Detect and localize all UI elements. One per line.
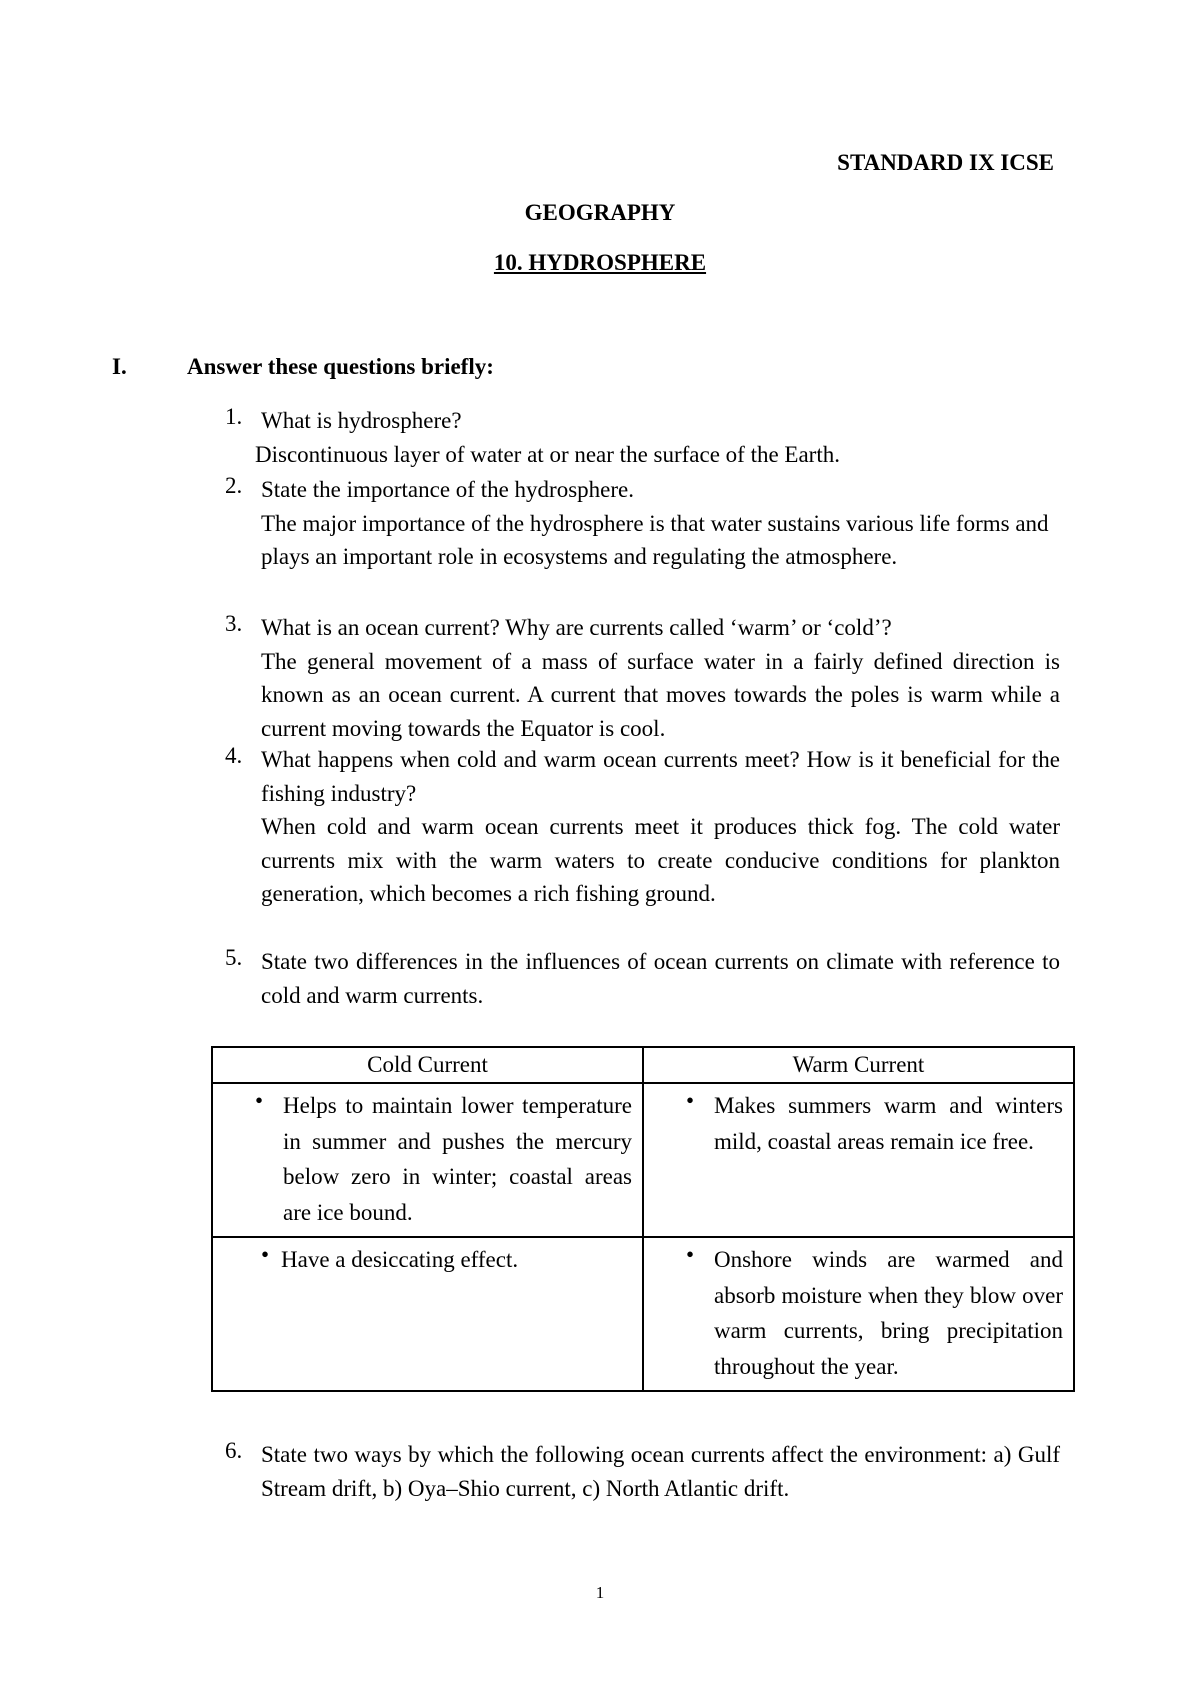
table-cell <box>212 1237 643 1391</box>
standard-label: STANDARD IX ICSE <box>837 150 1054 175</box>
answer-text: The major importance of the hydrosphere is that water sustains various life forms and plays an important role in ecosystems and regulating the atmosphere. <box>261 510 1049 569</box>
cell-text: Have a desiccating effect. <box>281 1247 519 1272</box>
bullet-icon: • <box>261 1242 270 1267</box>
table-cell <box>643 1237 1074 1391</box>
table-row <box>212 1237 1074 1391</box>
bullet-icon: • <box>686 1088 695 1113</box>
question-number: 1. <box>225 404 243 429</box>
table-header-row <box>212 1047 1074 1083</box>
question-6 <box>225 1438 1060 1505</box>
question-4 <box>225 743 1060 911</box>
question-3 <box>225 611 1060 745</box>
question-number: 4. <box>225 743 243 768</box>
chapter-title: 10. HYDROSPHERE <box>493 250 707 275</box>
question-number: 3. <box>225 611 243 636</box>
answer-text: The general movement of a mass of surface water in a fairly defined direction is known as an ocean current. A current that moves towards the poles is warm while a current moving towards the Equator is cool. <box>261 648 1060 741</box>
table-cell <box>212 1083 643 1237</box>
question-5 <box>225 945 1060 1012</box>
subject-title: GEOGRAPHY <box>524 200 676 225</box>
bullet-icon: • <box>255 1088 264 1113</box>
column-header-cold: Cold Current <box>212 1047 643 1083</box>
question-text: What happens when cold and warm ocean currents meet? How is it beneficial for the fishing industry? <box>261 747 1060 806</box>
page-number: 1 <box>595 1583 605 1602</box>
column-header-warm: Warm Current <box>643 1047 1074 1083</box>
question-text: What is an ocean current? Why are currents called ‘warm’ or ‘cold’? <box>261 615 892 640</box>
table-cell <box>643 1083 1074 1237</box>
question-text: State two differences in the influences of ocean currents on climate with reference to cold and warm currents. <box>261 949 1060 1008</box>
question-text: What is hydrosphere? <box>261 408 462 433</box>
answer-text: Discontinuous layer of water at or near the surface of the Earth. <box>255 441 840 467</box>
question-number: 6. <box>225 1438 243 1463</box>
currents-comparison-table <box>211 1046 1075 1392</box>
question-number: 2. <box>225 473 243 498</box>
section-title: Answer these questions briefly: <box>187 354 494 379</box>
section-number: I. <box>112 354 127 379</box>
cell-text: Onshore winds are warmed and absorb moisture when they blow over warm currents, bring precipitation throughout the year. <box>714 1247 1063 1379</box>
answer-text: When cold and warm ocean currents meet it produces thick fog. The cold water currents mix with the warm waters to create conducive conditions for plankton generation, which becomes a rich fishing ground. <box>261 814 1060 906</box>
question-2 <box>225 473 1060 574</box>
question-number: 5. <box>225 945 243 970</box>
question-text: State the importance of the hydrosphere. <box>261 477 634 502</box>
bullet-icon: • <box>686 1242 695 1267</box>
question-text: State two ways by which the following ocean currents affect the environment: a) Gulf Stream drift, b) Oya–Shio current, c) North Atlantic drift. <box>261 1442 1060 1501</box>
table-row <box>212 1083 1074 1237</box>
question-1 <box>225 404 1060 471</box>
cell-text: Helps to maintain lower temperature in summer and pushes the mercury below zero in winter; coastal areas are ice bound. <box>283 1093 632 1225</box>
cell-text: Makes summers warm and winters mild, coastal areas remain ice free. <box>714 1093 1063 1154</box>
